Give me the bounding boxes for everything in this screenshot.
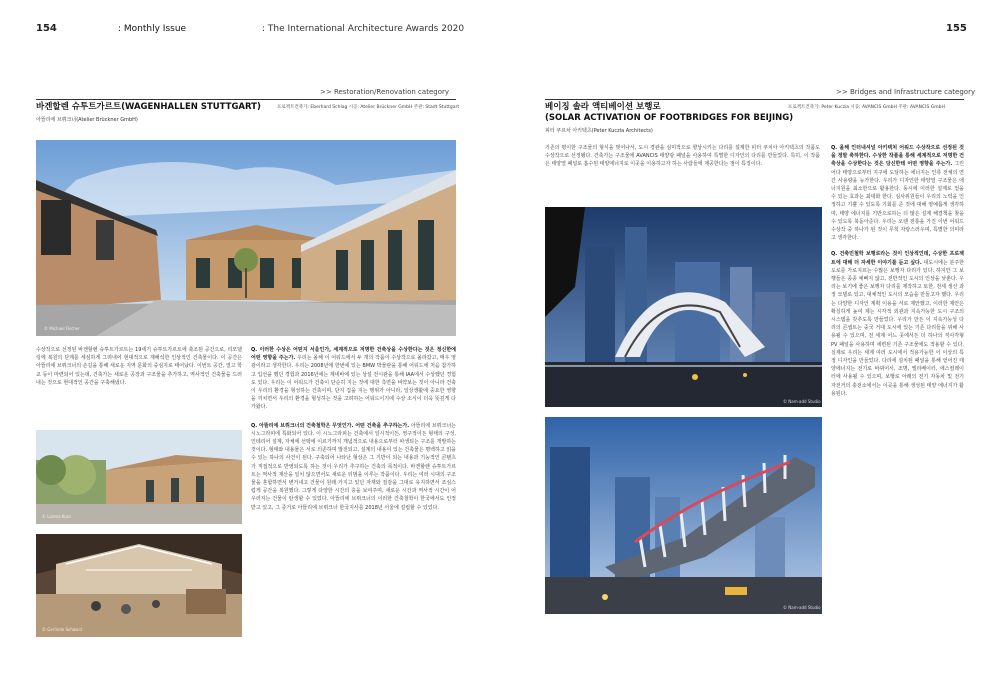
answer-1-right: 그린어다 태양으로부터 지구에 도달하는 에너지는 인류 전체의 연간 사용량을 능가한다. 우리가 디자인한 태양열 구조물은 에너지원을 최소한으로 활용한다. 동시에 이러한 설계로 얻을 수 있는 효과는 최대화 한다. 심사위원들이 우리의 노력을 인정하고 기쁠 수 있도록 기회를 준 것에 대해 영예롭게 생각하며, 태양 에너지를 기반으로하는 더 많은 설계 해결책을 찾을 수 있도록 북돋아준다. 우리는 오랜 전통을 가진 이번 어워드 수상작 중 하나가 된 것이 무척 자랑스러우며, 특별한 의미라고 생각한다. [831,161,965,242]
answer-1-left: 우리는 올해 이 어워드에서 두 개의 작품이 수상작으로 올라갔고, 매우 영광이라고 생각한다. 우리는 2008년에 한번에 있는 BMW 박물관을 통해 어워드에 처음 참가하고 입선을 했던 경험과 2016년에는 제네바에 있는 상설 전시관을 통해 IAA에서 수상했던 경험도 있다. 우리는 이 어워드가 건축이 단순히 지는 것에 대한 측면을 비약보는 것이 아니라 건축이 우리의 환경을 형성하는 건축이며, 단지 집을 지는 행위가 아니라, 일상생활에 중요한 영향을 끼치면서 우리의 환경을 형성하는 것을 고려하는 어워드이기에 수상 소식이 더욱 뜻깊게 다가왔다. [251,355,456,411]
photo-credit-4: © Nam-add Studio [783,399,821,404]
title-divider-left [36,99,456,100]
title-divider-right [545,99,964,100]
article-intro-left: 수상작으로 선정된 바겐할렌 슈투트가르트는 19세기 슈투트가르트에 축조된 공간으로, 리모델링에 복원의 단계를 세심하게 그려내어 현대적으로 재해석한 인상적인 건축물이다. 이 공간은 아뜰리에 브뤼크너의 손길을 통해 새로운 지역 문화의 중심지로 태어났다. 이번트 공간, 열고 학교 등이 마련되어 있는데, 건축가는 새로운 공장과 구조물을 추가하고, 역사적인 건축물을 드러내는 것으로 현대적인 공간을 구축해냈다. [36,347,242,386]
category-label-right: >> Bridges and Infrastructure category [836,88,976,96]
wagenhallen-exterior-photo [36,140,456,336]
wagenhallen-square-photo [36,430,242,524]
question-2-left: Q. 아뜰리에 브뤼크너의 건축철학은 무엇인가. 어떤 건축을 추구하는가. [251,422,410,429]
footbridge-dusk-photo [545,417,822,614]
article-subtitle-left: 아뜰리에 브뤼크너(Atelier Brückner GmbH) [36,117,138,123]
awards-label: : The International Architecture Awards 2020 [262,24,465,34]
answer-2-right: 대도시에는 분주한 도로를 가로지르는 수많은 보행자 다리가 있다. 하지만 그 보행들은 종종 예뻐지 않고, 전반적인 도시의 인상을 낮춘다. 우리는 보기에 좋은 보행자 다리를 제작하고 또한, 전세 생산 과정 모델로 있고, 대체적인 도시의 모습을 만들고자 했다. 우리는 다양한 디자인 계획 이용을 서로 제안했고, 이러한 제안은 확실하게 높여 제는 시각적 외관과 지속가능한 도시 구조의 시스템을 갖추도록 만들었다. 우리가 만든 이 지속가능성 다리의 콘셉트는 중국 거대 도시에 있는 기존 다리들을 위해 사용될 수 있으며, 전 세계 어느 곳에서든 더 하나의 직사각형 PV 패널을 사용하며 세련된 기존 구조물에도 적용할 수 있다. 실제로 우리는 세계 여러 도시에서 적용가능한 이 이상의 특정 디자인을 만들었다. 다리에 설치된 패널을 통해 얻어진 태양에너지는 전기로 바뀌어서, 조명, 엘리베이터, 에스컬레이터에 사용될 수 있으며, 보행로 아래의 전기 자동차 및 전기 자전거의 충전소에서는 이곳을 통해 생성된 태양 에너지가 활용된다. [831,259,964,397]
interview-left [251,346,456,512]
question-1-left: Q. 이러한 수상은 어떤지 서울인가, 세계적으로 저명한 건축상을 수상한다는 것은 정신한에 어떤 영향을 주는가. [251,347,456,362]
question-1-right: Q. 올해 인터내셔널 아키텍처 어워드 수상작으로 선정된 것을 정말 축하한다. 수상한 작품을 통해 세계적으로 저명한 건축상을 수상한다는 것은 당신한테 어떤 영향을 주는가. [831,145,964,168]
answer-2-left: 아뜰리에 브뤼크너는 시노그라피에 특화되어 있다. 이 시노그라피는 건축에서 일시적이든, 영구적이든 형태의 구성, 인테리어 설계, 자체에 선택에 이르기까지 개념적으로 내용으로부터 파생되는 구조를 개발하는 것이다. 형태와 내용물은 서로 의존하며 발전되고, 설계의 내용이 있는 건축물은 명백하고 읽을 수 있는 하나의 사건이 된다. 구축되어 나타난 형상은 그 기반이 되는 내용과 기능적인 콘텐츠가 직접적으로 반영되도록 하는 것이 우리가 추구하는 건축의 목적이다. 바겐할렌 슈투트가르트는 역사적 재산을 일치 않으면서도 새로운 뒤범을 이루는 작품이다. 우리는 여러 시대의 구조물을 혼합하면서 변거내고 건물이 원래 가지고 있던 자재와 질감을 그대로 유지하면서 조심스럽게 공간을 복원했다. 그렇게 다양한 시간의 층을 보여주며, 새로운 시간과 역사적 시간이 어우러지는 건물이 탄생할 수 있었다. 아뜰리에 브뤼크너의 이러한 건축철학이 한국에서도 인정받고 있고, 그 증거로 아뜰리에 브뤼크너 한국지사를 2018년 서울에 설립할 수 있었다. [251,422,456,511]
page-number-left: 154 [36,23,57,34]
footbridge-night-photo [545,207,822,407]
photo-credit-1: © Michael Fischer [44,326,80,331]
article-title-en-right: (SOLAR ACTIVATION OF FOOTBRIDGES FOR BEIJING) [545,113,794,123]
photo-credit-5: © Nam-add Studio [783,605,821,610]
photo-credit-3: © Gerlinde Schwarz [42,627,83,632]
article-title-right: 베이징 솔라 액티베이션 보행로 [545,102,661,112]
issue-label: : Monthly Issue [118,24,187,34]
photo-credit-2: © Lorenz Kuss [42,514,71,519]
page-number-right: 155 [946,23,967,34]
category-label-left: >> Restoration/Renovation category [320,88,449,96]
interview-right [831,144,964,398]
project-credits-right: 프로젝트건축가: Peter Kuczia 시공: AVANCIS GmbH 주관: AVANCIS GmbH [788,105,945,110]
wagenhallen-interior-photo [36,534,242,637]
question-2-right: Q. 건축민철학 보행로라는 것이 인상적인데, 수상한 프로젝트에 대해 더 자세한 이야기를 듣고 싶다. [831,251,964,266]
article-subtitle-right: 피터 쿠르차 아키텍츠(Peter Kuczia Architects) [545,128,653,134]
article-title-left: 바겐할렌 슈투트가르트(WAGENHALLEN STUTTGART) [36,102,261,112]
project-credits-left: 프로젝트건축가: Eberhard Schlag 시공: Atelier Brückner GmbH 주관: Stadt Stuttgart [277,105,460,110]
article-intro-right: 기존의 평이한 구조물의 형식을 벗어나서, 도시 경관을 심미적으로 향상시키는 다리를 설계한 피터 쿠치아 아키텍츠의 작품도 수상작으로 선정됐다. 건축가는 구조물에 AVANCIS 태양광 패널을 사용하여 특별한 디자인의 다리를 만들었다. 특히, 이 작품은 태양열 패널로 흡수된 태양에너지로 이곳을 이용하고자 하는 사람들에 제공한다는 점이 특징이다. [545,145,820,168]
